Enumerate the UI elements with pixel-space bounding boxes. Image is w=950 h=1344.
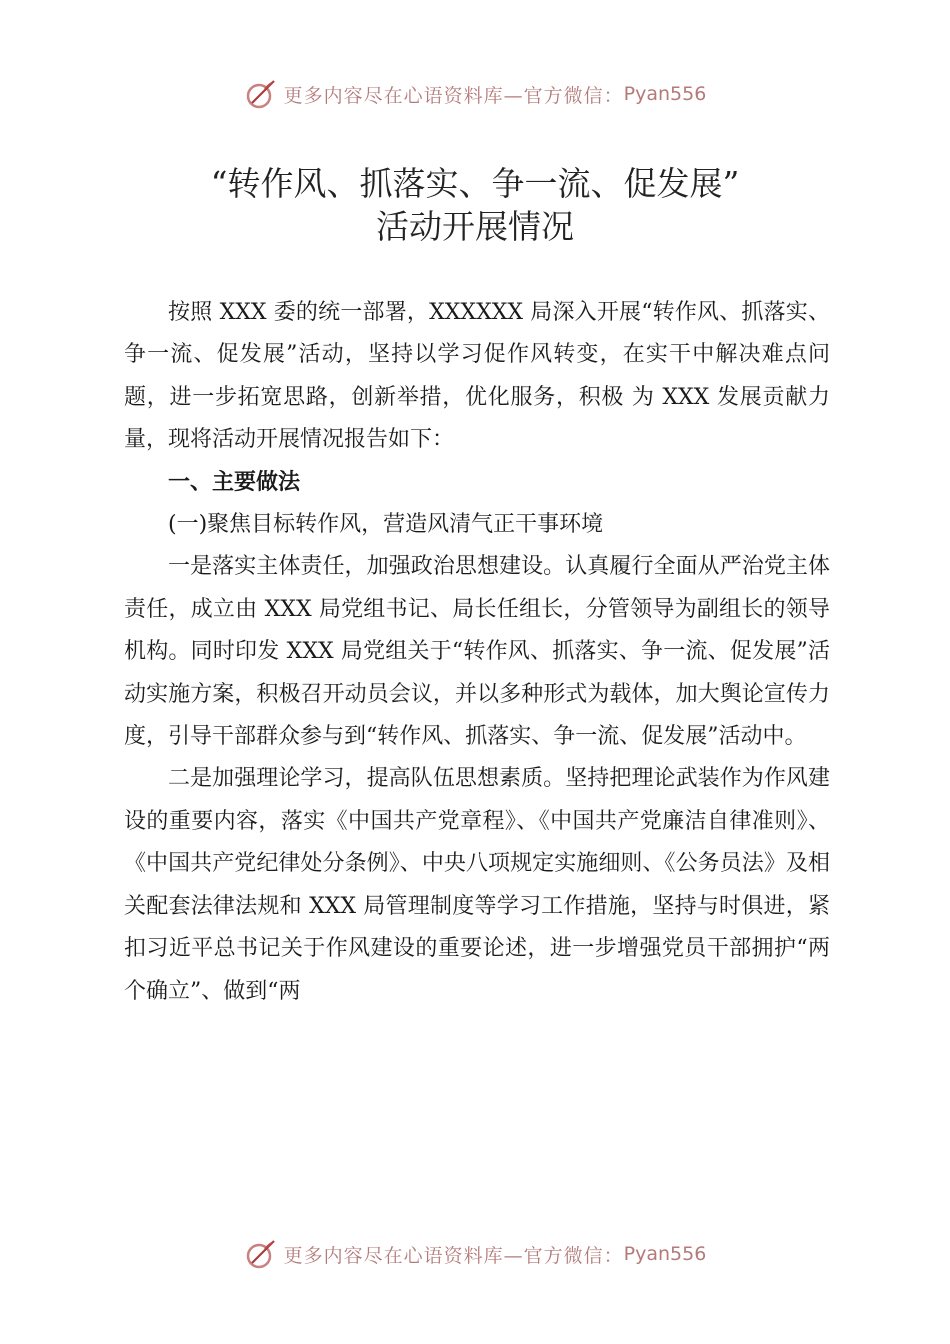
watermark-text: 更多内容尽在心语资料库—官方微信：: [283, 84, 624, 107]
footer-watermark: [0, 1234, 950, 1274]
paragraph-point-one: 一是落实主体责任，加强政治思想建设。认真履行全面从严治党主体责任，成立由 XXX 局党组书记、局长任组长，分管领导为副组长的领导机构。同时印发 XXX 局党组关于“转作风、抓落实、争一流、促发展”活动实施方案，积极召开动员会议，并以多种形式为载体，加大舆论宣传力度，引导干部群众参与到“转作风、抓落实、争一流、促发展”活动中。: [124, 554, 830, 750]
watermark-id: Pyan556: [623, 83, 707, 105]
watermark-text: 更多内容尽在心语资料库—官方微信：: [283, 1244, 624, 1267]
header-watermark: [0, 74, 950, 114]
quill-logo-icon: [244, 1237, 278, 1271]
paragraph-point-two: 二是加强理论学习，提高队伍思想素质。坚持把理论武装作为作风建设的重要内容，落实《中国共产党章程》、《中国共产党廉洁自律准则》、《中国共产党纪律处分条例》、中央八项规定实施细则、《公务员法》及相关配套法律法规和 XXX 局管理制度等学习工作措施，坚持与时俱进，紧扣习近平总书记关于作风建设的重要论述，进一步增强党员干部拥护“两个确立”、做到“两: [124, 766, 830, 1004]
paragraph-intro: 按照 XXX 委的统一部署，XXXXXX 局深入开展“转作风、抓落实、争一流、促发展”活动，坚持以学习促作风转变，在实干中解决难点问题，进一步拓宽思路，创新举措，优化服务，积极 为 XXX 发展贡献力量，现将活动开展情况报告如下：: [124, 300, 830, 453]
watermark-id: Pyan556: [623, 1243, 707, 1265]
section-heading: 一、主要做法: [168, 469, 301, 495]
quill-logo-icon: [244, 77, 278, 111]
document-title-line2: 活动开展情况: [376, 207, 574, 246]
subsection-heading: (一)聚焦目标转作风，营造风清气正干事环境: [168, 512, 604, 538]
document-body: [124, 292, 830, 1013]
document-title-line1: “转作风、抓落实、争一流、促发展”: [210, 164, 740, 203]
